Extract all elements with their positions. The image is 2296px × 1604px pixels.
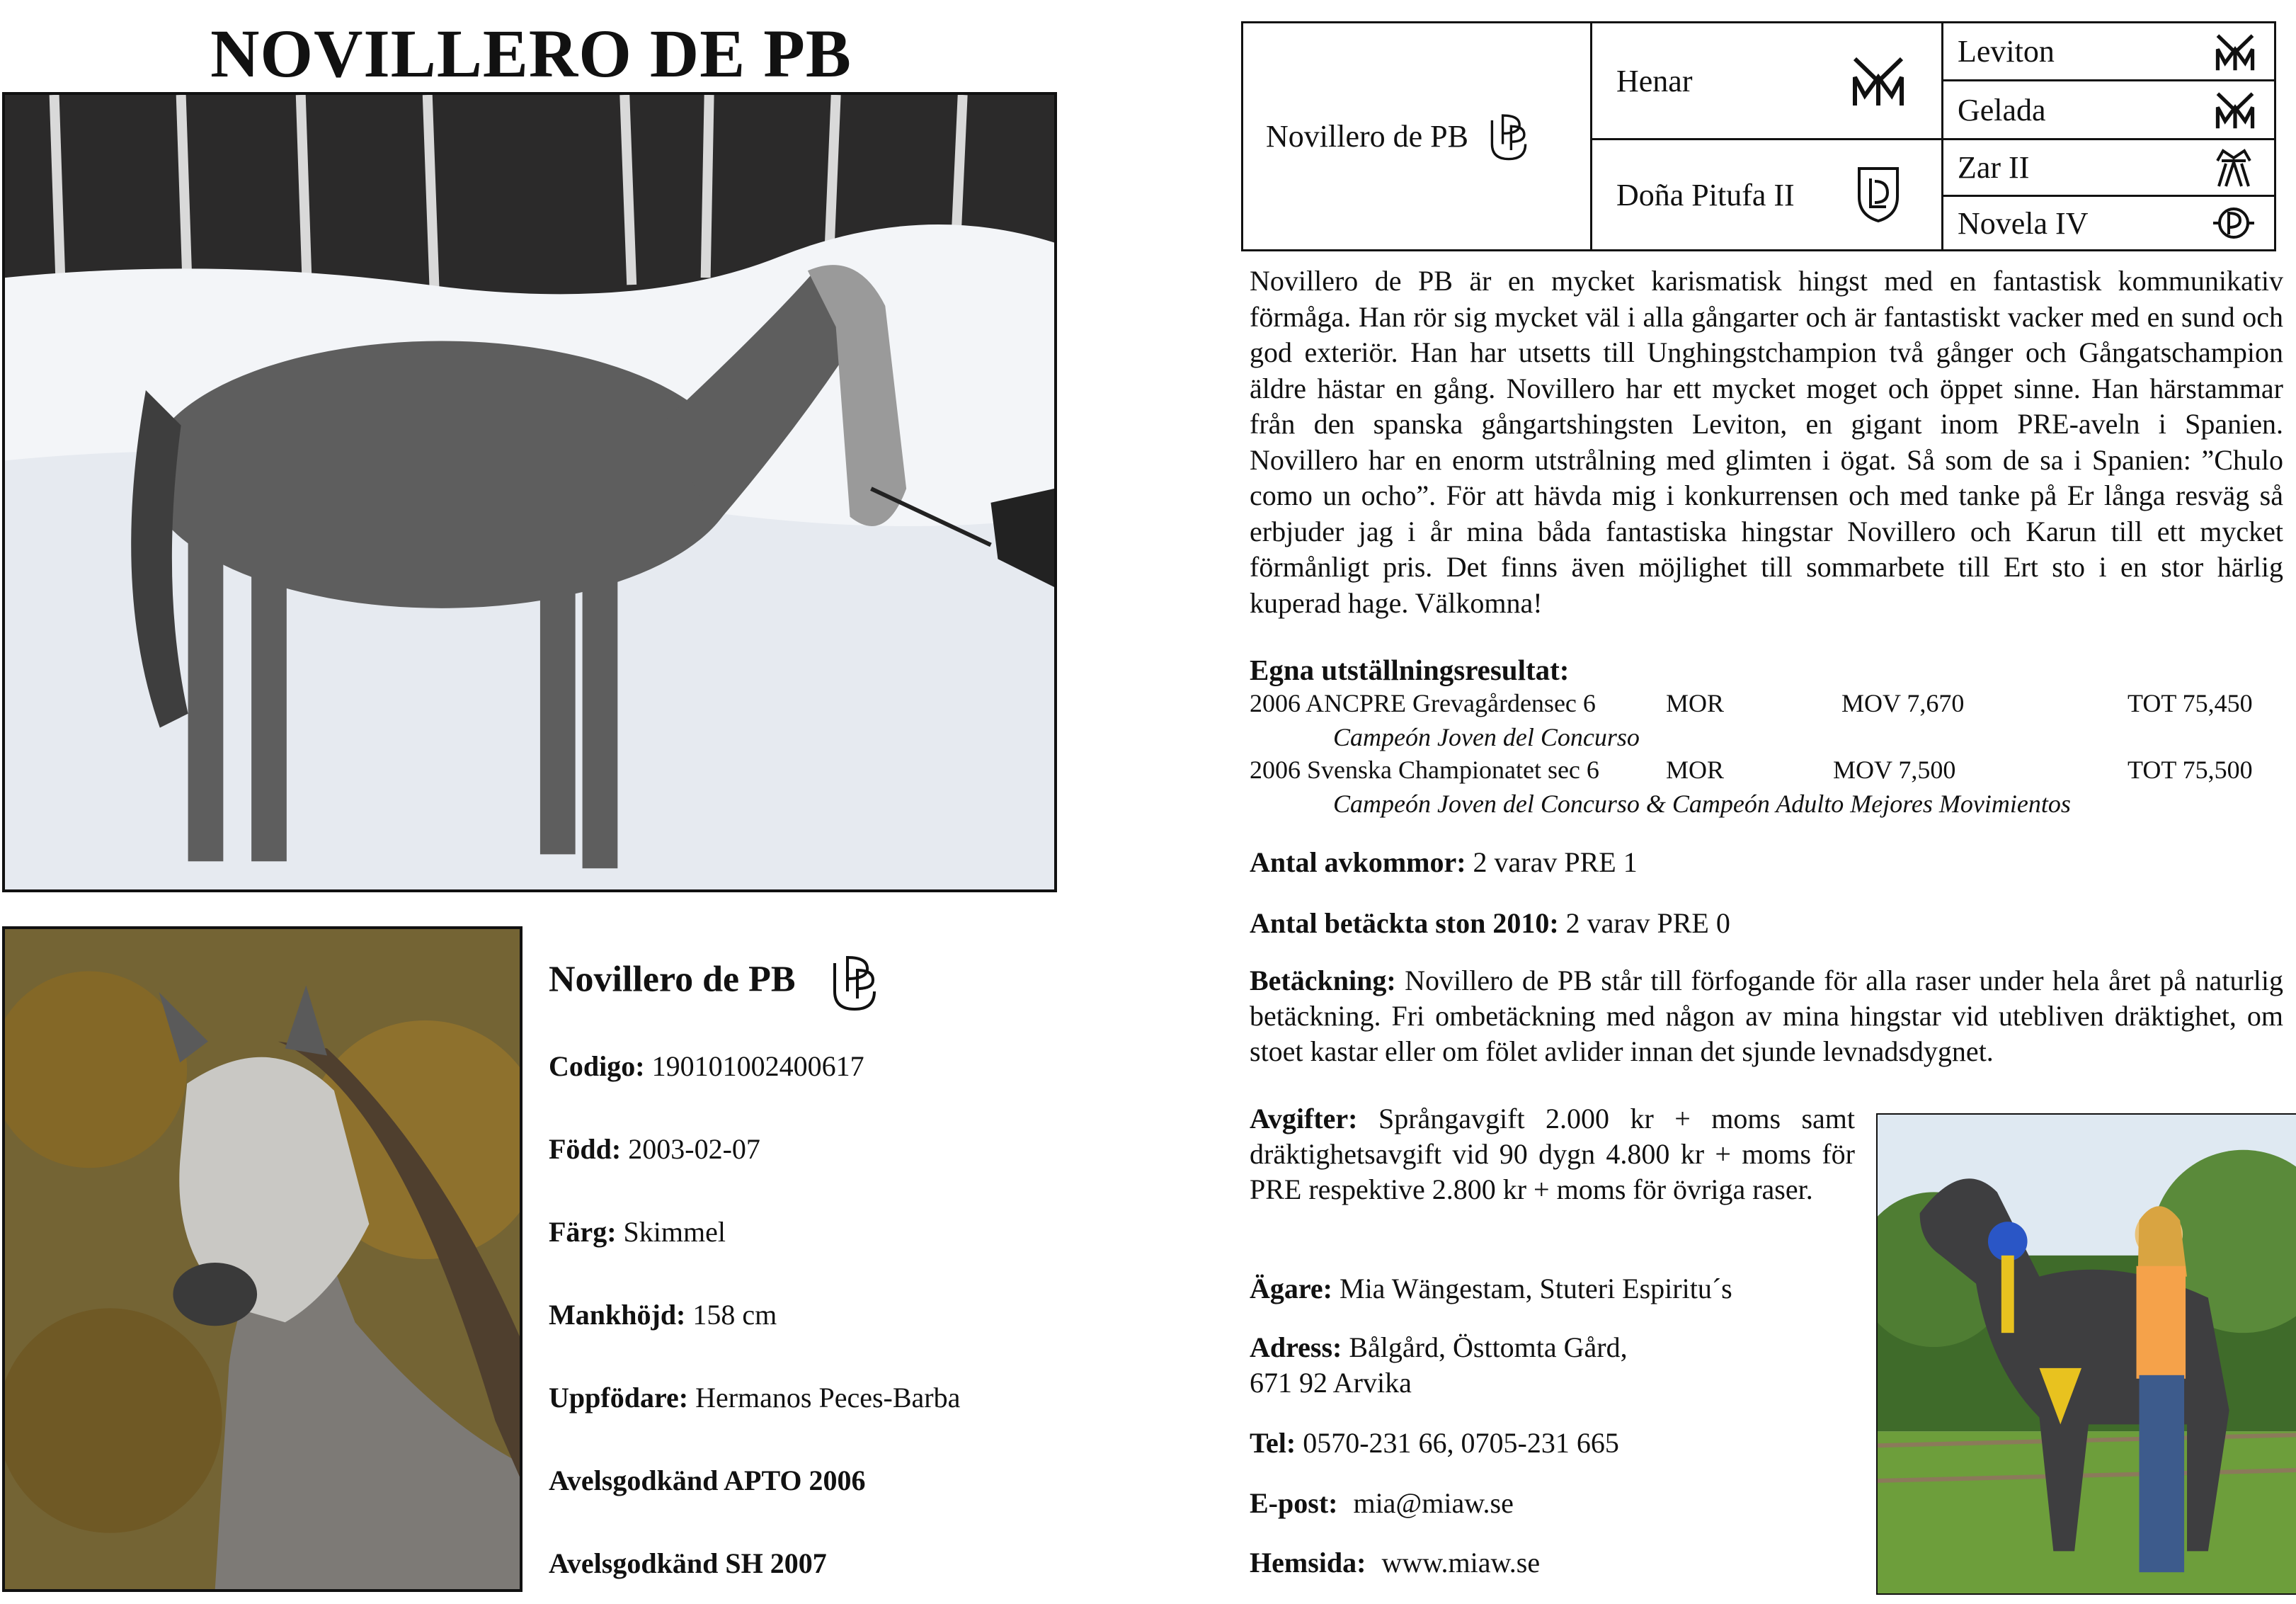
result-award-2: Campeón Joven del Concurso & Campeón Adulto Mejores Movimientos [1333,790,2071,818]
brand-ym-icon [2215,89,2256,132]
offspring-row [1250,845,1638,880]
result-mov: MOV 7,500 [1833,756,1956,784]
codigo-label: Codigo: [549,1050,645,1082]
pedigree-dam: Doña Pitufa II [1616,177,1795,212]
brand-p-circle-icon [2212,203,2256,243]
result-mov: MOV 7,670 [1841,689,1965,717]
tel-value: 0570-231 66, 0705-231 665 [1303,1427,1619,1459]
adress-label: Adress: [1250,1331,1342,1363]
covered-label: Antal betäckta ston 2010: [1250,907,1559,939]
result-mor: MOR [1666,689,1725,717]
epost-label: E-post: [1250,1487,1338,1519]
epost-row [1250,1486,1514,1521]
approval-2-text: Avelsgodkänd SH 2007 [549,1547,827,1579]
result-tot: TOT 75,500 [2127,756,2253,784]
brand-pb-icon [1484,108,1533,165]
offspring-value: 2 varav PRE 1 [1473,846,1638,878]
pedigree-sire: Henar [1616,63,1693,98]
pedigree-sire-dam-cell [1943,81,2274,140]
headshot-photo [2,926,522,1592]
pedigree-dam-sire: Zar II [1958,150,2030,185]
epost-link[interactable]: mia@miaw.se [1353,1487,1514,1519]
betackning-text: Novillero de PB står till förfogande för alla raser under hela året på naturlig betäckning. Fri ombetäckning med någon av mina hingstar vid utebliven dräktighet, om stoet kastar eller om fölet avlider innan det sjunde levnadsdygnet. [1250,965,2283,1067]
agare-row [1250,1271,1732,1307]
pedigree-sire-sire: Leviton [1958,34,2055,69]
pedigree-subject: Novillero de PB [1266,119,1468,154]
pedigree-dam-dam-cell [1943,197,2274,249]
codigo-value: 190101002400617 [651,1050,864,1082]
uppfodare-label: Uppfödare: [549,1382,689,1414]
pedigree-sire-dam: Gelada [1958,92,2046,127]
betackning-label: Betäckning: [1250,965,1396,996]
adress-row [1250,1330,1628,1401]
pedigree-dam-cell [1592,140,1943,249]
hemsida-label: Hemsida: [1250,1547,1366,1579]
approval-2 [549,1547,827,1580]
farg-row [549,1215,726,1248]
horse-name [549,949,883,1016]
mankhojd-row [549,1298,777,1331]
adress-line2: 671 92 Arvika [1250,1367,1412,1399]
result-tot: TOT 75,450 [2127,689,2253,717]
approval-1-text: Avelsgodkänd APTO 2006 [549,1464,866,1496]
brand-ym-icon [1851,53,1906,110]
farg-label: Färg: [549,1216,617,1248]
pedigree-sire-cell [1592,23,1943,140]
tel-row [1250,1426,1619,1461]
fodd-value: 2003-02-07 [628,1133,760,1165]
result-event: 2006 ANCPRE Grevagårdensec 6 [1250,689,1596,717]
mankhojd-value: 158 cm [692,1299,777,1331]
adress-line1: Bålgård, Östtomta Gård, [1349,1331,1628,1363]
avgifter-paragraph [1250,1101,1855,1207]
pedigree-table [1241,21,2276,251]
brand-ym-icon [2215,30,2256,74]
avgifter-text: Språngavgift 2.000 kr + moms samt dräktighetsavgift vid 90 dygn 4.800 kr + moms för PRE respektive 2.800 kr + moms för övriga raser. [1250,1103,1856,1205]
codigo-row [549,1050,864,1083]
fodd-row [549,1132,760,1166]
results-section [1250,653,2283,687]
pedigree-sire-sire-cell [1943,23,2274,81]
betackning-paragraph [1250,963,2283,1069]
agare-label: Ägare: [1250,1273,1332,1304]
covered-value: 2 varav PRE 0 [1565,907,1730,939]
covered-row [1250,906,1730,941]
brand-pb-icon [826,949,883,1016]
result-mor: MOR [1666,756,1725,784]
tel-label: Tel: [1250,1427,1296,1459]
offspring-label: Antal avkommor: [1250,846,1466,878]
description-paragraph: Novillero de PB är en mycket karismatisk hingst med en fantastisk kommunikativ förmåga. Han rör sig mycket väl i alla gångarter och är fantastiskt vacker med en sund och god exteriör. Han har utsetts till Unghingstchampion två gånger och Gångatschampion äldre hästar en gång. Novillero har ett mycket moget och öppet sinne. Han härstammar från den spanska gångartshingsten Leviton, en gigant inom PRE-aveln i Spanien. Novillero har en enorm utstrålning med glimten i ögat. Så som de sa i Spanien: ”Chulo como un ocho”. För att hävda mig i konkurrensen och med tanke på Er långa resväg så erbjuder jag i år mina båda fantastiska hingstar Novillero och Karun till ett mycket förmånligt pris. Det finns även möjlighet till sommarbete till Ert sto i en stor härlig kuperad hage. Välkomna! [1250,265,2283,619]
fodd-label: Född: [549,1133,622,1165]
pedigree-subject-cell [1243,23,1592,249]
result-event: 2006 Svenska Championatet sec 6 [1250,756,1599,784]
agare-value: Mia Wängestam, Stuteri Espiritu´s [1340,1273,1732,1304]
result-award-1: Campeón Joven del Concurso [1333,723,1640,751]
horse-name-text: Novillero de PB [549,959,796,1000]
pedigree-dam-sire-cell [1943,140,2274,197]
result-row-2 [1250,755,2283,785]
avgifter-label: Avgifter: [1250,1103,1358,1134]
brand-shield-icon [1855,164,1902,224]
hemsida-link[interactable]: www.miaw.se [1381,1547,1541,1579]
farg-value: Skimmel [623,1216,726,1248]
mankhojd-label: Mankhöjd: [549,1299,686,1331]
pedigree-dam-dam: Novela IV [1958,205,2089,241]
main-horse-photo [2,92,1057,892]
results-heading: Egna utställningsresultat: [1250,654,1570,686]
hemsida-row [1250,1545,1540,1581]
uppfodare-value: Hermanos Peces-Barba [695,1382,961,1414]
page-title: NOVILLERO DE PB [210,16,852,91]
brand-crown-icon [2212,147,2256,190]
uppfodare-row [549,1381,960,1414]
approval-1 [549,1464,866,1497]
owner-with-horse-photo [1876,1113,2296,1595]
result-row-1 [1250,688,2283,718]
